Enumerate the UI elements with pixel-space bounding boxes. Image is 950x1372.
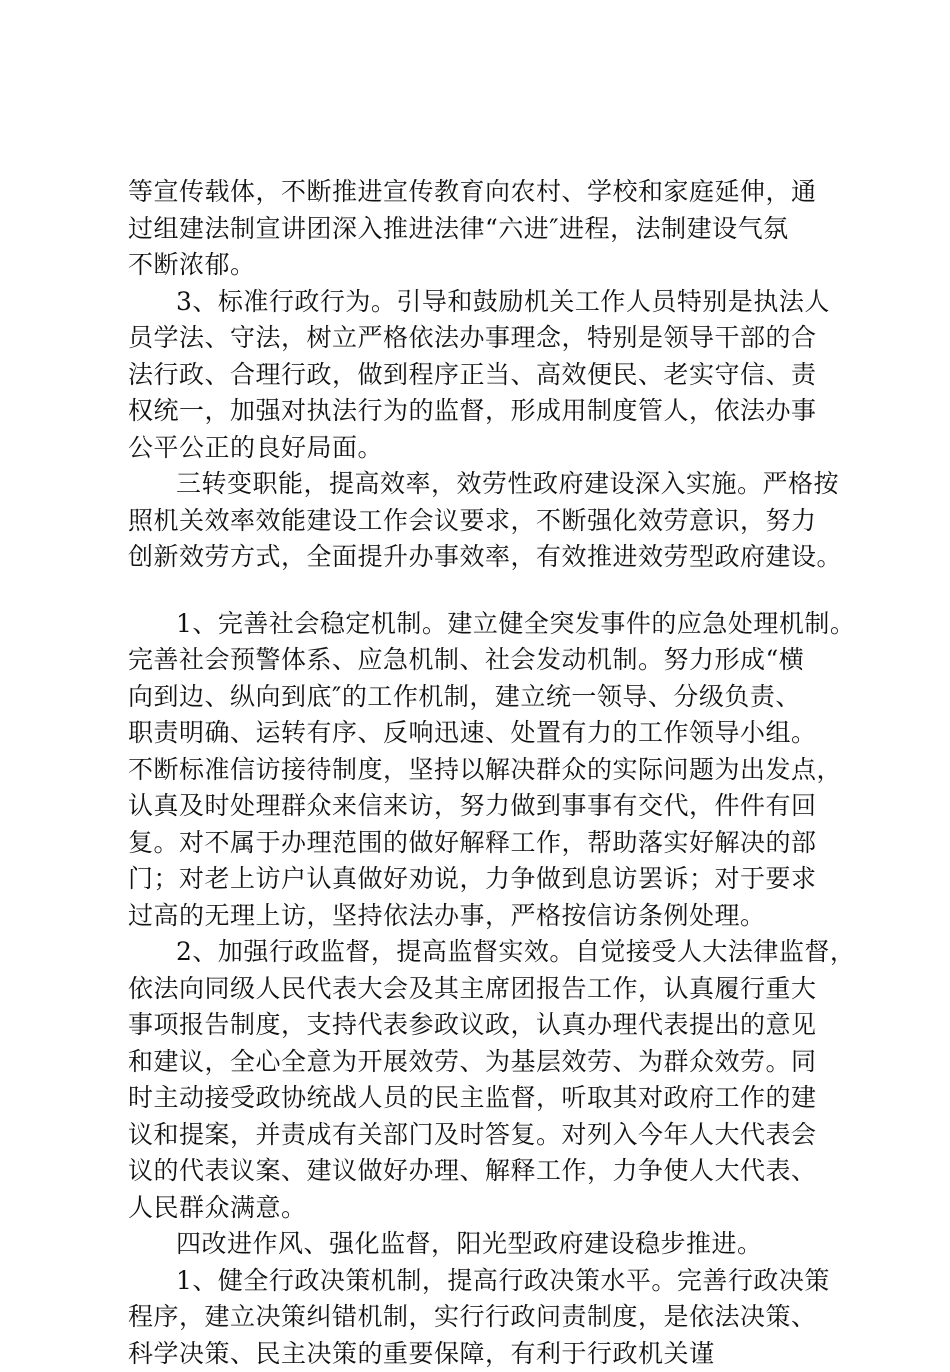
text-line: 门；对老上访户认真做好劝说，力争做到息访罢诉；对于要求: [128, 861, 838, 898]
document-body: [128, 174, 838, 1372]
text-line: 和建议，全心全意为开展效劳、为基层效劳、为群众效劳。同: [128, 1044, 838, 1081]
text-line: 不断标准信访接待制度，坚持以解决群众的实际问题为出发点，: [128, 752, 838, 789]
text-line: 3、标准行政行为。引导和鼓励机关工作人员特别是执法人: [128, 284, 838, 321]
text-line: 职责明确、运转有序、反响迅速、处置有力的工作领导小组。: [128, 715, 838, 752]
text-line: 等宣传载体，不断推进宣传教育向农村、学校和家庭延伸，通: [128, 174, 838, 211]
text-line: 议和提案，并责成有关部门及时答复。对列入今年人大代表会: [128, 1117, 838, 1154]
text-line: 事项报告制度，支持代表参政议政，认真办理代表提出的意见: [128, 1007, 838, 1044]
text-line: 创新效劳方式，全面提升办事效率，有效推进效劳型政府建设。: [128, 539, 838, 576]
text-line: 向到边、纵向到底″的工作机制，建立统一领导、分级负责、: [128, 679, 838, 716]
text-line: 复。对不属于办理范围的做好解释工作，帮助落实好解决的部: [128, 825, 838, 862]
text-line: 程序，建立决策纠错机制，实行行政问责制度，是依法决策、: [128, 1299, 838, 1336]
text-line: 过组建法制宣讲团深入推进法律“六进″进程，法制建设气氛: [128, 211, 838, 248]
text-line: 议的代表议案、建议做好办理、解释工作，力争使人大代表、: [128, 1153, 838, 1190]
text-line: 1、完善社会稳定机制。建立健全突发事件的应急处理机制。: [128, 606, 838, 643]
text-line: 三转变职能，提高效率，效劳性政府建设深入实施。严格按: [128, 466, 838, 503]
text-line: 时主动接受政协统战人员的民主监督，听取其对政府工作的建: [128, 1080, 838, 1117]
text-line: 员学法、守法，树立严格依法办事理念，特别是领导干部的合: [128, 320, 838, 357]
text-line: 四改进作风、强化监督，阳光型政府建设稳步推进。: [128, 1226, 838, 1263]
text-line: 权统一，加强对执法行为的监督，形成用制度管人，依法办事: [128, 393, 838, 430]
text-line: 科学决策、民主决策的重要保障，有利于行政机关谨: [128, 1336, 838, 1372]
text-line: 认真及时处理群众来信来访，努力做到事事有交代，件件有回: [128, 788, 838, 825]
paragraph-gap: [128, 576, 838, 606]
text-line: 依法向同级人民代表大会及其主席团报告工作，认真履行重大: [128, 971, 838, 1008]
text-line: 人民群众满意。: [128, 1190, 838, 1227]
text-line: 过高的无理上访，坚持依法办事，严格按信访条例处理。: [128, 898, 838, 935]
text-line: 完善社会预警体系、应急机制、社会发动机制。努力形成“横: [128, 642, 838, 679]
text-line: 照机关效率效能建设工作会议要求，不断强化效劳意识，努力: [128, 503, 838, 540]
text-line: 1、健全行政决策机制，提高行政决策水平。完善行政决策: [128, 1263, 838, 1300]
text-line: 不断浓郁。: [128, 247, 838, 284]
text-line: 公平公正的良好局面。: [128, 430, 838, 467]
text-line: 法行政、合理行政，做到程序正当、高效便民、老实守信、责: [128, 357, 838, 394]
text-line: 2、加强行政监督，提高监督实效。自觉接受人大法律监督，: [128, 934, 838, 971]
